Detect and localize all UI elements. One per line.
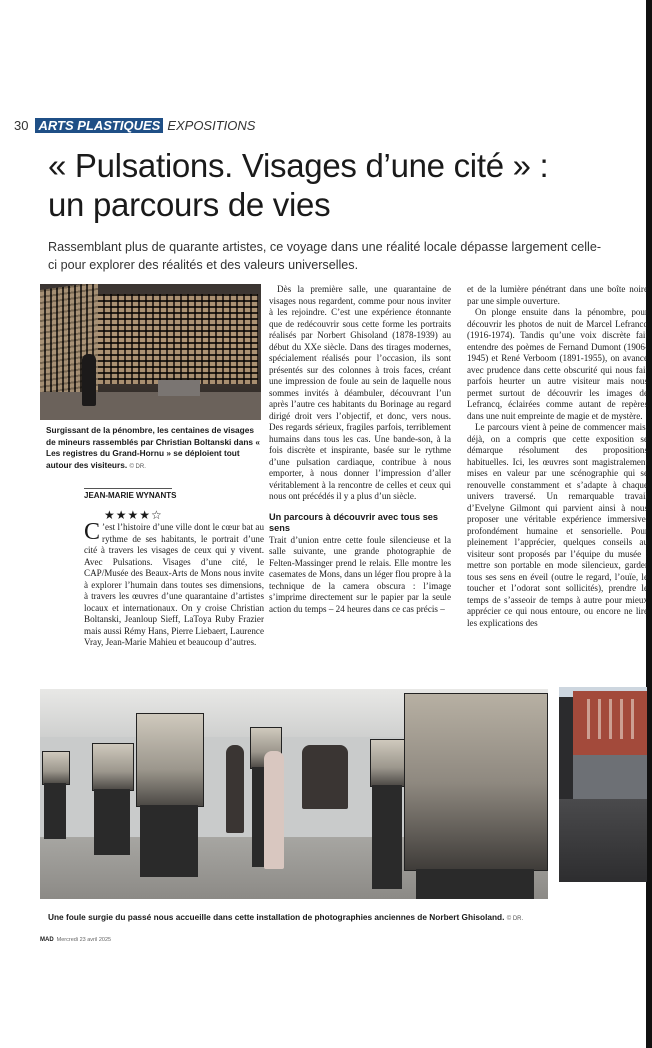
section-label: ARTS PLASTIQUES: [35, 118, 163, 133]
portrait-print: [136, 713, 204, 807]
article-subhead: Un parcours à découvrir avec tous ses sens: [269, 511, 439, 533]
brick-building: [573, 691, 647, 755]
article-column-1: [84, 519, 264, 649]
visitor-group: [302, 745, 348, 809]
display-column: [44, 783, 66, 839]
col3-paragraph-3: Le parcours vient à peine de commencer mais, déjà, on a compris que cette exposition se démarque résolument des propositions habituelles. Ici, les œuvres sont magistralement mises en valeur par une scénographie qui se renouvelle constamment et s’adapte à chaque univers traversé. Un remarquable travail d’Evelyne Gilmont qui parvient ainsi à nous proposer une véritable expérience immersive, profondément humaine et sensorielle. Pour pleinement l’apprécier, quelques conseils au visiteur sont proposés par l’équipe du musée : mettre son portable en mode silencieux, garder tous ses sens en éveil (outre le regard, l’ouïe, le toucher et l’odorat sont sollicités), prendre le temps de s’asseoir de temps à autre pour mieux apprécier ce qui nous entoure, ou encore ne lire les explications des: [467, 422, 648, 628]
article-column-3: [467, 284, 648, 629]
portrait-print: [42, 751, 70, 785]
page-number: 30: [14, 118, 29, 133]
visitor-silhouette: [264, 751, 284, 869]
page-header: [14, 118, 255, 133]
portrait-print: [370, 739, 406, 787]
col1-paragraph: [84, 519, 264, 649]
article-standfirst: Rassemblant plus de quarante artistes, ce voyage dans une réalité locale dépasse largement celle-ci pour explorer des réalités et des valeurs universelles.: [48, 240, 602, 272]
gallery-floor: [40, 392, 261, 420]
display-column: [372, 785, 402, 889]
visitor-silhouette: [226, 745, 244, 833]
photo1-credit: © DR.: [129, 463, 146, 470]
footer-brand: MAD: [40, 937, 54, 943]
gallery-bench: [158, 380, 200, 396]
gallery-window-photo: [559, 687, 647, 882]
photo1-caption: [46, 425, 261, 473]
portrait-print: [92, 743, 134, 791]
street-view: [573, 755, 647, 799]
photo2-caption-text: Une foule surgie du passé nous accueille dans cette installation de photographies anciennes de Norbert Ghisoland.: [48, 912, 505, 922]
gallery-floor: [559, 799, 647, 882]
col2-paragraph-2: Trait d’union entre cette foule silencieuse et la salle suivante, une grande photographie de Felten-Massinger prend le relais. Elle montre les casemates de Mons, dans un léger flou propre à la technique de la camera obscura : l’image s’imprime directement sur le papier par la seule action du temps – 24 heures dans ce cas précis –: [269, 534, 451, 614]
author-byline: JEAN-MARIE WYNANTS: [84, 491, 177, 500]
col1-paragraph-text: ’est l’histoire d’une ville dont le cœur bat au rythme de ses habitants, le portrait d’une cité à travers les visages de ceux qui y vivent. Avec Pulsations. Visages d’une cité, le CAP/Musée des Beaux-Arts de Mons nous invite à explorer l’humain dans toutes ses dimensions, à travers les œuvres d’une quarantaine d’artistes locaux et internationaux. On y croise Christian Boltanski, Jeanloup Sieff, LaToya Ruby Frazier mais aussi Rémy Hans, Pierre Liebaert, Laurence Vray, Jean-Marie Mahieu et beaucoup d’autres.: [84, 522, 264, 647]
title-line-2: un parcours de vies: [48, 186, 331, 223]
ghisoland-installation-photo: [40, 689, 548, 899]
article-title: [48, 146, 608, 224]
photo1-caption-text: Surgissant de la pénombre, les centaines de visages de mineurs rassemblés par Christian Boltanski dans « Les registres du Grand-Hornu » se déploient tout autour des visiteurs.: [46, 425, 260, 470]
footer-date: Mercredi 23 avril 2025: [56, 937, 112, 943]
rating-stars: ★★★★☆: [104, 508, 163, 522]
article-column-2: [269, 284, 451, 615]
display-column: [94, 789, 130, 855]
photo2-credit: © DR.: [506, 916, 524, 922]
page-footer: [40, 937, 111, 943]
display-column: [140, 805, 198, 877]
col3-paragraph-1: et de la lumière pénétrant dans une boîte noire par une simple ouverture.: [467, 284, 648, 306]
display-column: [416, 869, 534, 899]
boltanski-installation-photo: [40, 284, 261, 420]
byline-rule: [84, 488, 172, 489]
dropcap: C: [84, 519, 101, 545]
col2-paragraph-1: Dès la première salle, une quarantaine de visages nous regardent, comme pour nous inviter à les rejoindre. C’est une expérience étonnante que de redécouvrir sous cette forme les portraits réalisés par Norbert Ghisoland (1878-1939) au début du XXe siècle. Dans des tirages modernes, spécialement réalisés pour l’occasion, ils sont présentés sur des colonnes à trois faces, créant une impression de foule au sein de laquelle nous sommes invités à déambuler, découvrant l’un après l’autre ces habitants du Borinage au regard dirigé droit vers l’objectif, et donc, vers nous. Des regards sérieux, fragiles parfois, terriblement humains dans tous les cas. Une bande-son, à la fois discrète et inspirante, basée sur le rythme d’une pulsation cardiaque, contribue à nous emporter, à nous donner l’impression d’aller véritablement à la rencontre de celles et ceux qui nous ont précédés il y a plus d’un siècle.: [269, 284, 451, 501]
col3-paragraph-2: On plonge ensuite dans la pénombre, pour découvrir les photos de nuit de Marcel Lefrancq (1916-1974). Tandis qu’une voix discrète fait entendre des poèmes de Fernand Dumont (1906-1945) et René Verboom (1891-1955), on avance avec prudence dans cette obscurité qui nous fait parfois heurter un autre visiteur mais nous permet surtout de découvrir les images de Lefrancq, éclairées comme autant de repères dans une nuit empreinte de magie et de mystère.: [467, 307, 648, 421]
photo2-caption: [48, 912, 608, 922]
subsection-label: EXPOSITIONS: [167, 118, 256, 133]
visitor-silhouette: [82, 354, 96, 406]
large-portrait-print: [404, 693, 548, 871]
portrait-wall-back: [98, 294, 258, 384]
title-line-1: « Pulsations. Visages d’une cité » :: [48, 147, 549, 184]
